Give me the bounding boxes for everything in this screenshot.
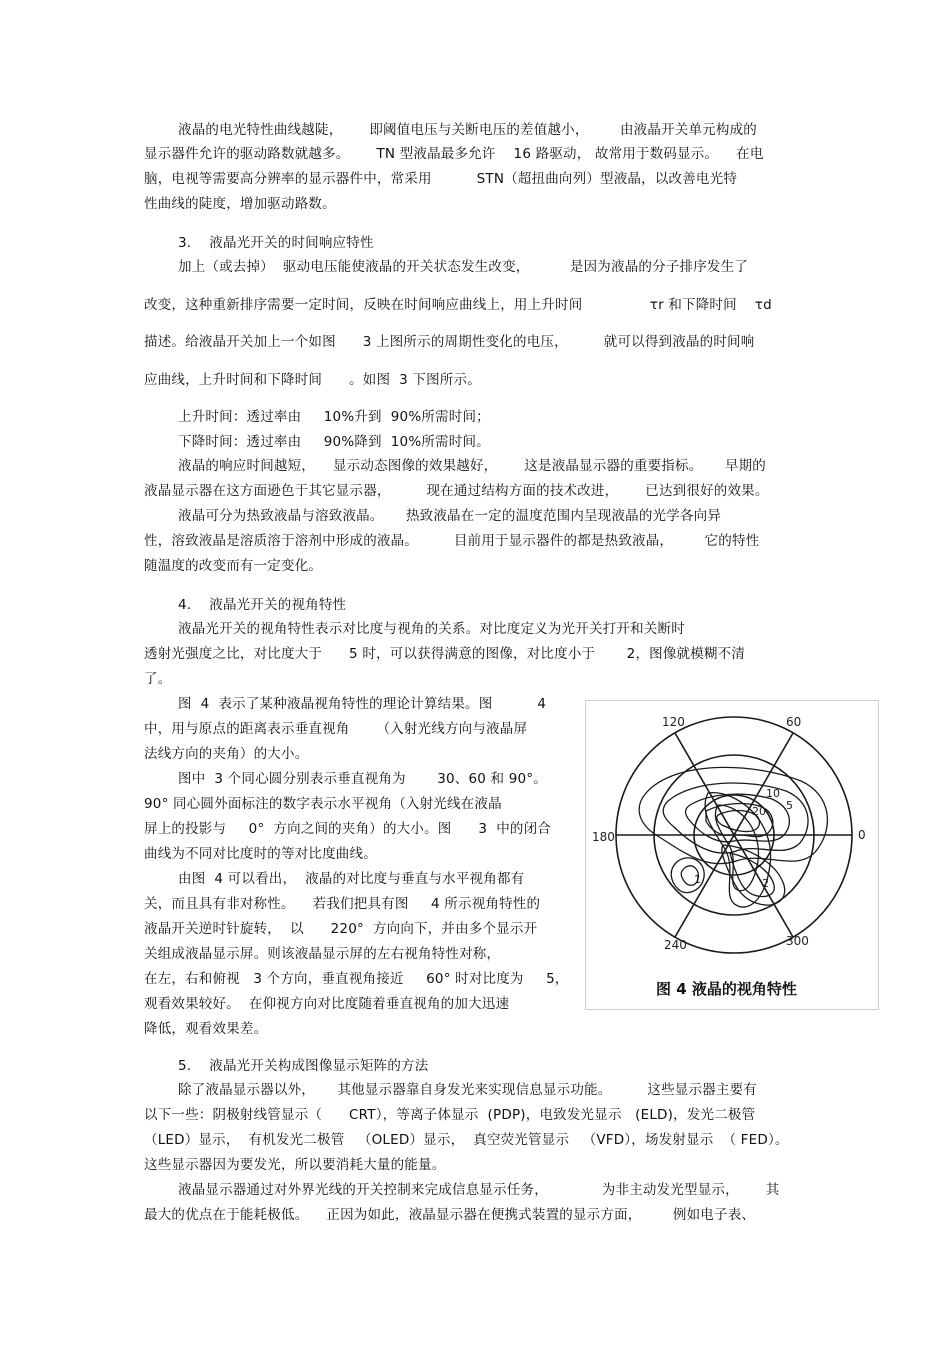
p2-line-3: 描述。给液晶开关加上一个如图 3 上图所示的周期性变化的电压， 就可以得到液晶的时间响	[144, 334, 755, 350]
p6-line-4: 这些显示器因为要发光，所以要消耗大量的能量。	[144, 1157, 446, 1173]
p5-line-4: 图中 3 个同心圆分别表示垂直视角为 30、60 和 90°。	[178, 771, 547, 787]
contour-label-1: 1	[694, 873, 701, 886]
p3-line-1: 液晶的响应时间越短， 显示动态图像的效果越好， 这是液晶显示器的重要指标。 早期的	[178, 458, 766, 474]
figure-caption: 图 4 液晶的视角特性	[656, 980, 797, 998]
label-0: 0	[858, 828, 866, 842]
contour-label-10: 10	[766, 787, 780, 800]
p5-line-9: 关，而且具有非对称性。 若我们把具有图 4 所示视角特性的	[144, 896, 541, 912]
p5-line-3: 法线方向的夹角）的大小。	[144, 746, 309, 762]
label-60: 60	[786, 715, 802, 729]
p7-line-2: 最大的优点在于能耗极低。 正因为如此，液晶显示器在便携式装置的显示方面， 例如电子表、	[144, 1207, 756, 1223]
contour-label-2: 2	[762, 877, 769, 890]
p2-line-4: 应曲线，上升时间和下降时间 。如图 3 下图所示。	[144, 372, 481, 388]
figure-4-viewing-angle	[585, 700, 879, 1010]
p1-line-2: 显示器件允许的驱动路数就越多。 TN 型液晶最多允许 16 路驱动， 故常用于数码显示。 在电	[144, 146, 764, 162]
p5-line-8: 由图 4 可以看出， 液晶的对比度与垂直与水平视角都有	[178, 871, 525, 887]
p5-line-2: 中，用与原点的距离表示垂直视角 （入射光线方向与液晶屏	[144, 721, 528, 737]
p7-line-1: 液晶显示器通过对外界光线的开关控制来完成信息显示任务， 为非主动发光型显示， 其	[178, 1182, 780, 1198]
p5-line-11: 关组成液晶显示屏。则该液晶显示屏的左右视角特性对称，	[144, 946, 501, 962]
p6-line-1: 除了液晶显示器以外， 其他显示器靠自身发光来实现信息显示功能。 这些显示器主要有	[178, 1082, 757, 1098]
label-180: 180	[592, 830, 615, 844]
p3-line-5: 随温度的改变而有一定变化。	[144, 558, 323, 574]
p4-line-2: 透射光强度之比，对比度大于 5 时，可以获得满意的图像，对比度小于 2，图像就模糊不清	[144, 646, 746, 662]
p4-line-1: 液晶光开关的视角特性表示对比度与视角的关系。对比度定义为光开关打开和关断时	[178, 621, 685, 637]
p5-line-12: 在左，右和俯视 3 个方向，垂直视角接近 60° 时对比度为 5，	[144, 971, 569, 987]
p5-line-10: 液晶开关逆时针旋转， 以 220° 方向向下，并由多个显示开	[144, 921, 538, 937]
p5-line-7: 曲线为不同对比度时的等对比度曲线。	[144, 846, 377, 862]
p5-line-14: 降低，观看效果差。	[144, 1021, 268, 1037]
section-5-heading: 5. 液晶光开关构成图像显示矩阵的方法	[178, 1058, 429, 1074]
section-4-heading: 4. 液晶光开关的视角特性	[178, 597, 347, 613]
label-240: 240	[664, 938, 687, 952]
contour-label-5: 5	[786, 799, 793, 812]
p5-line-1: 图 4 表示了某种液晶视角特性的理论计算结果。图 4	[178, 696, 547, 712]
p3-line-4: 性，溶致液晶是溶质溶于溶剂中形成的液晶。 目前用于显示器件的都是热致液晶， 它的特性	[144, 533, 760, 549]
p5-line-13: 观看效果较好。 在仰视方向对比度随着垂直视角的加大迅速	[144, 996, 510, 1012]
p2-line-1: 加上（或去掉） 驱动电压能使液晶的开关状态发生改变， 是因为液晶的分子排序发生了	[178, 259, 749, 275]
label-300: 300	[786, 934, 809, 948]
fall-time-line: 下降时间：透过率由 90%降到 10%所需时间。	[178, 434, 490, 450]
p1-line-1: 液晶的电光特性曲线越陡， 即阈值电压与关断电压的差值越小， 由液晶开关单元构成的	[178, 122, 757, 138]
p5-line-5: 90° 同心圆外面标注的数字表示水平视角（入射光线在液晶	[144, 796, 502, 812]
p6-line-3: （LED）显示， 有机发光二极管 （OLED）显示， 真空荧光管显示 （VFD），场发射显示 （ FED）。	[144, 1132, 789, 1148]
p5-line-6: 屏上的投影与 0° 方向之间的夹角）的大小。图 3 中的闭合	[144, 821, 551, 837]
p6-line-2: 以下一些：阴极射线管显示（ CRT），等离子体显示 (PDP)，电致发光显示 (ELD)，发光二极管	[144, 1107, 756, 1123]
p2-line-2: 改变，这种重新排序需要一定时间，反映在时间响应曲线上，用上升时间 τr 和下降时间 τd	[144, 297, 772, 313]
p3-line-3: 液晶可分为热致液晶与溶致液晶。 热致液晶在一定的温度范围内呈现液晶的光学各向异	[178, 508, 722, 524]
p1-line-3: 脑，电视等需要高分辨率的显示器件中，常采用 STN（超扭曲向列）型液晶，以改善电光特	[144, 171, 738, 187]
label-120: 120	[662, 715, 685, 729]
p1-line-4: 性曲线的陡度，增加驱动路数。	[144, 196, 336, 212]
p4-line-3: 了。	[144, 671, 172, 687]
rise-time-line: 上升时间：透过率由 10%升到 90%所需时间；	[178, 409, 490, 425]
polar-contour-plot	[586, 701, 878, 971]
contour-label-20: 20	[752, 805, 766, 818]
p3-line-2: 液晶显示器在这方面逊色于其它显示器， 现在通过结构方面的技术改进， 已达到很好的效果。	[144, 483, 769, 499]
section-3-heading: 3. 液晶光开关的时间响应特性	[178, 235, 374, 251]
